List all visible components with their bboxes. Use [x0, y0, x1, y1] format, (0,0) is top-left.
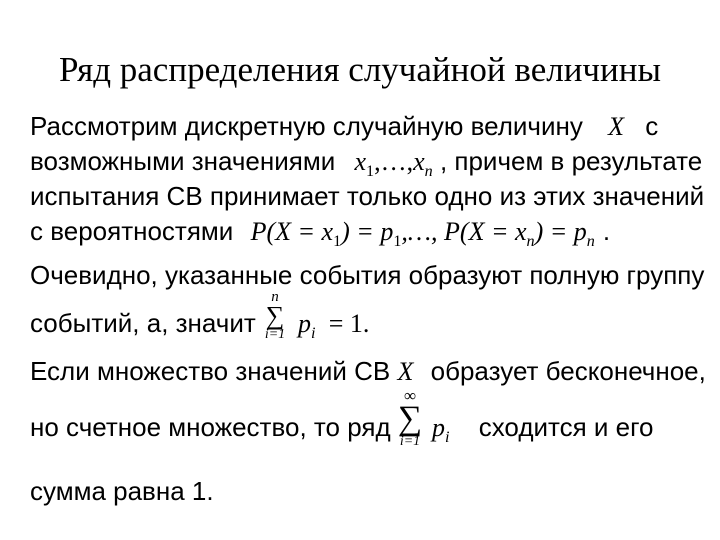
sigma-icon-2: ∑ — [397, 400, 423, 437]
line-3 — [30, 183, 704, 209]
line-8-formula — [432, 412, 654, 446]
line-5 — [30, 262, 704, 288]
variable-x-2: X — [397, 357, 414, 386]
variable-x: X — [608, 112, 624, 141]
line-2 — [30, 146, 703, 180]
sum-1 — [258, 290, 292, 343]
line-2-end: , причем в результате — [439, 146, 703, 176]
line-9-text: сумма равна 1. — [30, 476, 214, 506]
line-4-text: с вероятностями — [30, 216, 234, 246]
line-7 — [30, 358, 706, 385]
sum-2-upper: ∞ — [403, 386, 417, 405]
probability-formula: $P(X = x_1)$ = $p_1,\dots$, $P(X = x_n) = p_n$ — [250, 217, 595, 250]
line-1-text: Рассмотрим дискретную случайную величину — [30, 111, 583, 141]
line-2-text: возможными значениями — [30, 146, 336, 176]
sum-2 — [392, 388, 428, 450]
sum-1-term: $p_i$ — [298, 309, 316, 342]
sum-1-lower: i=1 — [264, 327, 286, 342]
line-1-end: с — [645, 111, 659, 141]
line-6-text: событий, а, значит — [30, 308, 256, 338]
slide-title: Ряд распределения случайной величины — [58, 50, 662, 89]
formula-xn: $x_n$ — [413, 147, 433, 180]
sum-1-upper: n — [271, 289, 279, 305]
line-7-text: Если множество значений СВ — [30, 356, 391, 386]
line-6 — [30, 310, 256, 336]
sum-2-term: $p_i$ — [432, 413, 450, 446]
line-4-end: . — [602, 216, 611, 246]
line-8-text: но счетное множество, то ряд — [30, 412, 391, 442]
sum-1-result: = 1. — [328, 309, 370, 338]
line-4 — [30, 216, 611, 250]
line-1 — [30, 113, 658, 140]
formula-x1: $x_1$ — [354, 147, 375, 180]
line-3-text: испытания СВ принимает только одно из этих значений — [30, 181, 705, 211]
line-9 — [30, 478, 214, 504]
formula-ellipsis: ,…, — [374, 147, 414, 176]
sum-2-lower: i=1 — [399, 434, 421, 449]
line-8-end: сходится и его — [478, 412, 654, 442]
line-5-text: Очевидно, указанные события образуют полную группу — [30, 260, 705, 290]
sigma-icon: ∑ — [265, 301, 285, 330]
line-7-end: образует бесконечное, — [430, 356, 706, 386]
line-6-formula — [298, 309, 370, 342]
line-8 — [30, 414, 391, 440]
